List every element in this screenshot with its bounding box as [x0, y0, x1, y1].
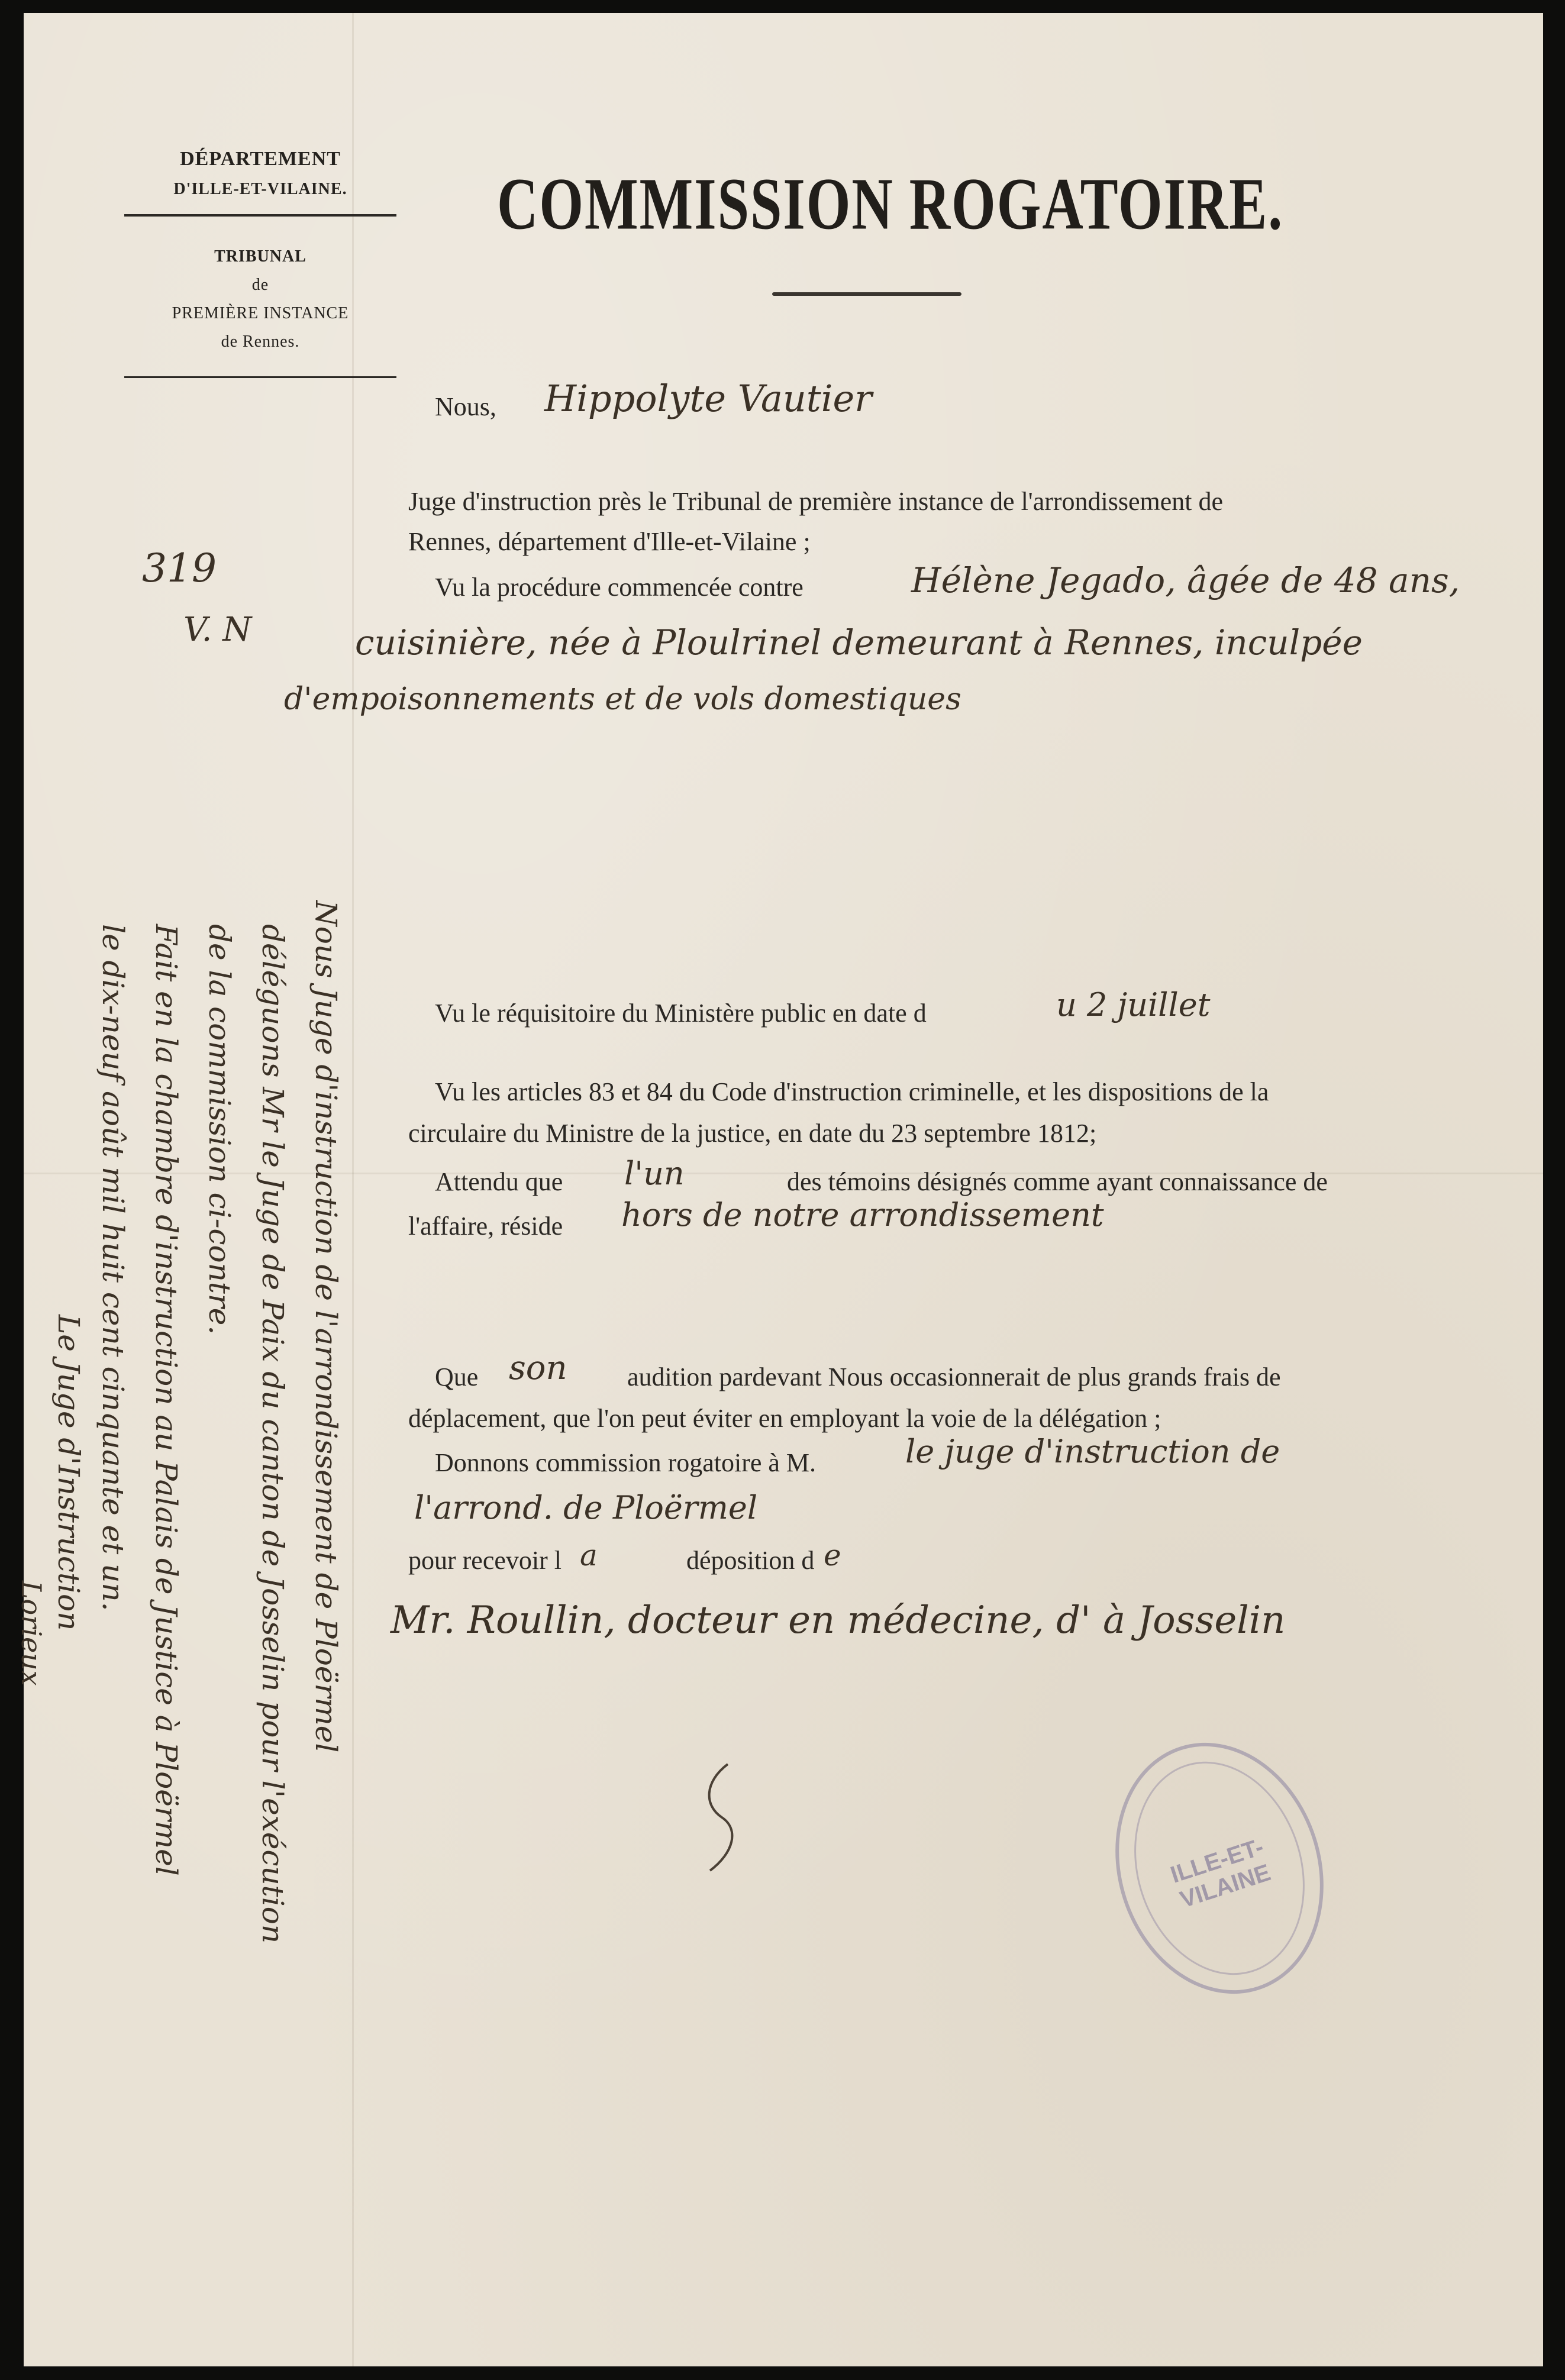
margin-note-signature: Lorieux — [15, 1581, 47, 1686]
department-header — [124, 143, 396, 378]
procedure-handwritten-1: Hélène Jegado, âgée de 48 ans, — [911, 560, 1460, 600]
margin-initials: V. N — [183, 611, 252, 649]
file-number: 319 — [142, 545, 217, 591]
affaire-handwritten: hors de notre arrondissement — [621, 1196, 1104, 1233]
deposition-handwritten: e — [824, 1538, 841, 1572]
document-sheet — [15, 13, 1543, 2366]
requisitoire-label: Vu le réquisitoire du Ministère public en date d — [435, 999, 927, 1028]
articles-line-1: Vu les articles 83 et 84 du Code d'instruction criminelle, et les dispositions de la — [435, 1077, 1269, 1106]
judge-name-handwritten: Hippolyte Vautier — [544, 377, 872, 420]
margin-note-line-5: le dix-neuf août mil huit cent cinquante et un. — [96, 924, 130, 1612]
flourish-mark — [692, 1758, 751, 1877]
que-handwritten: son — [509, 1349, 567, 1387]
body-line-2: Rennes, département d'Ille-et-Vilaine ; — [408, 527, 811, 556]
archive-stamp — [1084, 1716, 1356, 2021]
margin-note-line-2: déléguons Mr le Juge de Paix du canton de Josselin pour l'exécution — [256, 924, 290, 1944]
donnons-handwritten-1: le juge d'instruction de — [905, 1433, 1280, 1470]
tribunal-city: de Rennes. — [221, 332, 300, 351]
deplacement-line: déplacement, que l'on peut éviter en employant la voie de la délégation ; — [408, 1404, 1161, 1433]
witness-handwritten: Mr. Roullin, docteur en médecine, d' à Josselin — [391, 1598, 1286, 1642]
margin-delegation-note — [15, 900, 355, 1944]
tribunal-label: TRIBUNAL — [214, 247, 306, 266]
archive-stamp-text: ILLE-ET-VILAINE — [1167, 1833, 1274, 1913]
attendu-label: Attendu que — [435, 1167, 563, 1196]
articles-line-2: circulaire du Ministre de la justice, en date du 23 septembre 1812; — [408, 1119, 1097, 1148]
recevoir-handwritten: a — [580, 1538, 598, 1572]
header-divider — [124, 214, 396, 217]
procedure-handwritten-3: d'empoisonnements et de vols domestiques — [284, 682, 961, 717]
document-title: COMMISSION ROGATOIRE. — [497, 162, 1284, 245]
affaire-label: l'affaire, réside — [408, 1212, 563, 1241]
department-name: D'ILLE-ET-VILAINE. — [173, 180, 347, 198]
margin-note-line-3: de la commission ci-contre. — [202, 924, 237, 1335]
margin-note-line-4: Fait en la chambre d'instruction au Palais de Justice à Ploërmel — [149, 924, 183, 1876]
attendu-handwritten: l'un — [624, 1155, 685, 1192]
que-rest: audition pardevant Nous occasionnerait de plus grands frais de — [627, 1362, 1281, 1391]
department-title: DÉPARTEMENT — [180, 148, 341, 170]
attendu-rest: des témoins désignés comme ayant connaissance de — [787, 1167, 1328, 1196]
donnons-handwritten-2: l'arrond. de Ploërmel — [414, 1489, 758, 1526]
requisitoire-date-handwritten: u 2 juillet — [1056, 986, 1211, 1023]
nous-label: Nous, — [435, 392, 496, 421]
que-label: Que — [435, 1362, 479, 1391]
tribunal-instance: PREMIÈRE INSTANCE — [172, 304, 349, 322]
deposition-label: déposition d — [686, 1546, 815, 1575]
title-ornament — [772, 292, 961, 296]
donnons-label: Donnons commission rogatoire à M. — [435, 1448, 817, 1477]
body-line-1: Juge d'instruction près le Tribunal de première instance de l'arrondissement de — [408, 487, 1224, 516]
tribunal-de: de — [251, 276, 269, 294]
header-divider-ornament — [124, 376, 396, 378]
procedure-handwritten-2: cuisinière, née à Ploulrinel demeurant à Rennes, inculpée — [355, 622, 1363, 663]
margin-note-line-6: Le Juge d'Instruction — [51, 1315, 86, 1631]
recevoir-label: pour recevoir l — [408, 1546, 562, 1575]
margin-note-line-1: Nous Juge d'instruction de l'arrondissement de Ploërmel — [309, 900, 343, 1753]
procedure-label: Vu la procédure commencée contre — [435, 573, 804, 602]
